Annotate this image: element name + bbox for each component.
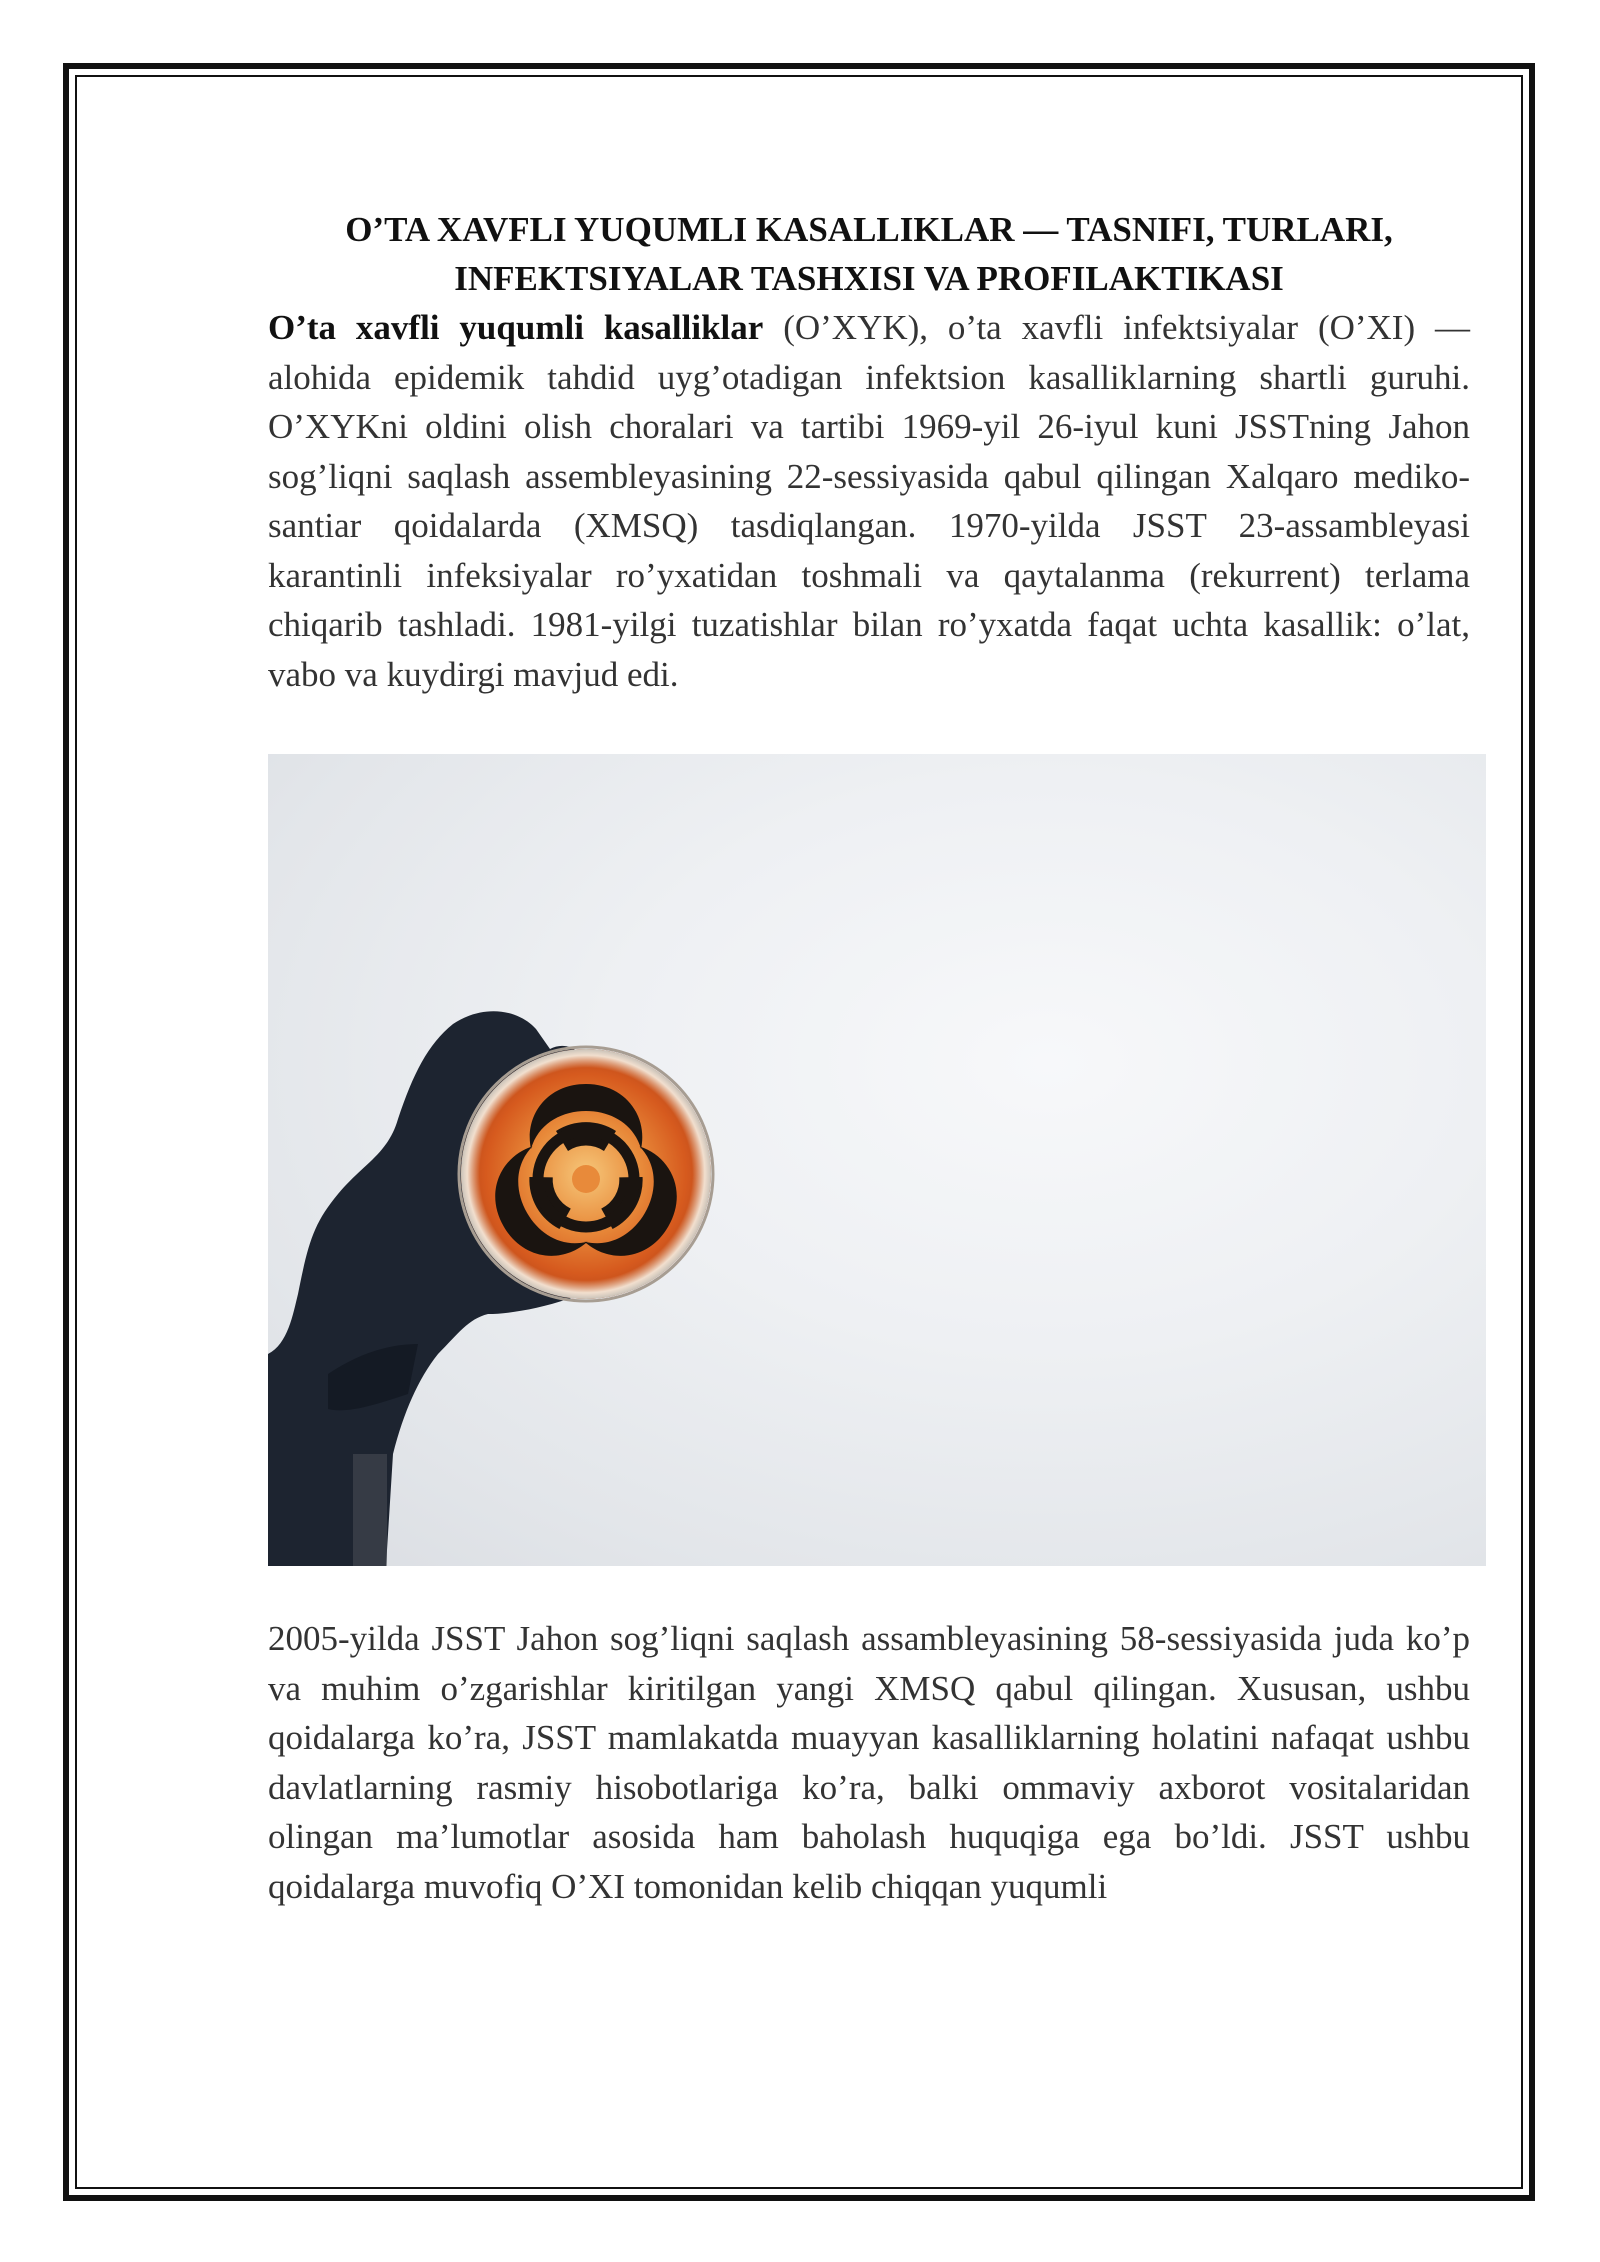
intro-lead-bold: O’ta xavfli yuqumli kasalliklar: [268, 308, 764, 347]
intro-text: (O’XYK), o’ta xavfli infektsiyalar (O’XI) — alohida epidemik tahdid uyg’otadigan infektsion kasalliklarning shartli guruhi. O’XYKni oldini olish choralari va tartibi 1969-yil 26-iyul kuni JSSTning Jahon sog’liqni saqlash assembleyasining 22-sessiyasida qabul qilingan Xalqaro mediko-santiar qoidalarda (XMSQ) tasdiqlangan. 1970-yilda JSST 23-assambleyasi karantinli infeksiyalar ro’yxatidan toshmali va qaytalanma (rekurrent) terlama chiqarib tashladi. 1981-yilgi tuzatishlar bilan ro’yxatda faqat uchta kasallik: o’lat, vabo va kuydirgi mavjud edi.: [268, 308, 1471, 694]
paragraph-intro: [268, 303, 1470, 699]
biohazard-petri-dish-icon: [268, 754, 1486, 1566]
paragraph-2005: 2005-yilda JSST Jahon sog’liqni saqlash assambleyasining 58-sessiyasida juda ko’p va muhim o’zgarishlar kiritilgan yangi XMSQ qabul qilingan. Xususan, ushbu qoidalarga ko’ra, JSST mamlakatda muayyan kasalliklarning holatini nafaqat ushbu davlatlarning rasmiy hisobotlariga ko’ra, balki ommaviy axborot vositalaridan olingan ma’lumotlar asosida ham baholash huquqiga ega bo’ldi. JSST ushbu qoidalarga muvofiq O’XI tomonidan kelib chiqqan yuqumli: [268, 1619, 1470, 1906]
biohazard-photo: [268, 754, 1486, 1566]
document-content: [268, 205, 1470, 1911]
document-title: O’TA XAVFLI YUQUMLI KASALLIKLAR — TASNIFI, TURLARI, INFEKTSIYALAR TASHXISI VA PROFILAKTIKASI: [345, 210, 1393, 298]
